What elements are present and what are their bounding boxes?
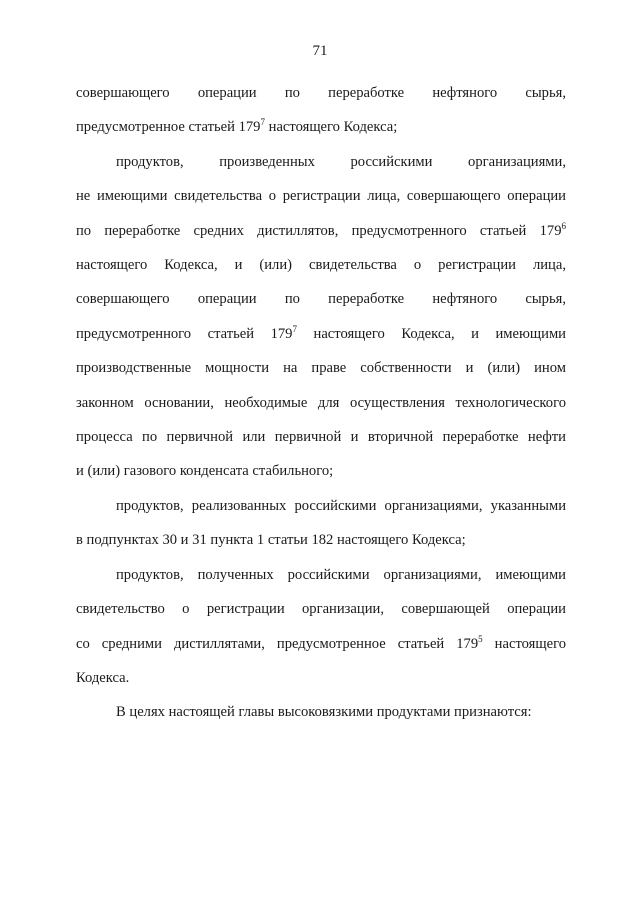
text-line: в подпунктах 30 и 31 пункта 1 статьи 182 настоящего Кодекса; (76, 532, 466, 549)
text-line: предусмотренное статьей $179^7$ настоящего Кодекса; (76, 117, 398, 136)
text-line: и (или) газового конденсата стабильного; (76, 463, 334, 480)
text-line: продуктов, реализованных российскими организациями, указанными (116, 497, 566, 514)
paragraph-products-sold (76, 489, 566, 558)
text-line: не имеющими свидетельства о регистрации лица, совершающего операции (76, 188, 566, 205)
text-line: по переработке средних дистиллятов, предусмотренного статьей $179^6$ (76, 220, 566, 239)
text-line: процесса по первичной или первичной и вторичной переработке нефти (76, 429, 566, 446)
paragraph-high-viscosity-intro (76, 695, 566, 729)
body-text (76, 76, 566, 730)
text-line: совершающего операции по переработке нефтяного сырья, (76, 85, 566, 101)
text-line: совершающего операции по переработке нефтяного сырья, (76, 291, 566, 308)
superscript: 7 (260, 117, 265, 128)
text-line: продуктов, произведенных российскими организациями, (116, 153, 566, 170)
text-line: В целях настоящей главы высоковязкими продуктами признаются: (116, 704, 532, 721)
text-line: Кодекса. (76, 669, 130, 686)
superscript: 7 (292, 323, 297, 334)
text-line: предусмотренного статьей $179^7$ настоящего Кодекса, и имеющими (76, 323, 566, 342)
paragraph-products-obtained (76, 558, 566, 696)
text-line: со средними дистиллятами, предусмотренное статьей $179^5$ настоящего (76, 633, 567, 652)
text-line: настоящего Кодекса, и (или) свидетельства о регистрации лица, (76, 257, 566, 274)
text-line: свидетельство о регистрации организации, совершающей операции (76, 601, 566, 618)
page-number: 71 (312, 43, 328, 59)
paragraph-products-produced (76, 145, 566, 489)
superscript: 5 (478, 633, 483, 644)
text-line: производственные мощности на праве собственности и (или) ином (76, 360, 566, 377)
text-line: законном основании, необходимые для осуществления технологического (76, 394, 566, 411)
superscript: 6 (561, 220, 566, 231)
text-line: продуктов, полученных российскими организациями, имеющими (116, 566, 566, 583)
paragraph-continuation (76, 76, 566, 145)
